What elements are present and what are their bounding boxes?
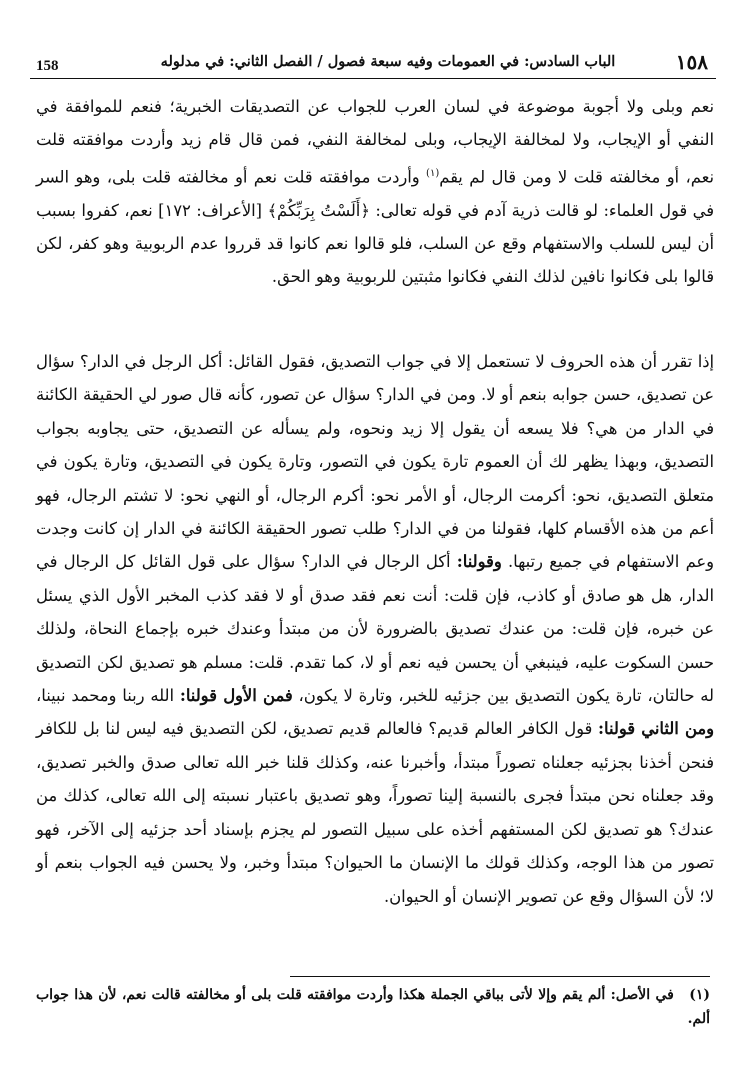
bold-phrase-1: وقولنا: — [456, 552, 502, 572]
paragraph-2-part-2: أكل الرجال في الدار؟ سؤال على قول القائل كل الرجال في الدار، هل هو صادق أو كاذب، فإن قلت: أنت نعم فقد صدق أو لا فقد كذب المخبر الأول الذي يسئل عن خبره، فإن قلت: من عندك تصديق بالضرورة لأن من مبتدأ وعندك خبره بإجماع النحاة، ولذلك حسن السكوت عليه، فينبغي أن يحسن فيه نعم أو لا، كما تقدم. قلت: مسلم هو تصديق لكن التصديق له حالتان، تارة يكون التصديق بين جزئيه للخبر، وتارة لا يكون، — [36, 552, 714, 706]
paragraph-2-part-1: إذا تقرر أن هذه الحروف لا تستعمل إلا في جواب التصديق، فقول القائل: أكل الرجل في الدار؟ سؤال عن تصديق، حسن جوابه بنعم أو لا. ومن في الدار؟ سؤال عن تصور، كأنه قال صور لي الحقيقة الكائنة في الدار من هي؟ فلا يسعه أن يقول إلا زيد ونحوه، ولم يسأله عن التصديق، حتى يجاوبه بجواب التصديق، وبهذا يظهر لك أن العموم تارة يكون في التصور، وتارة يكون في التصديق، وتارة يكون في متعلق التصديق، نحو: أكرمت الرجال، أو الأمر نحو: أكرم الرجال، أو النهي نحو: لا تشتم الرجال، فهو أعم من هذه الأقسام كلها، فقولنا من في الدار؟ طلب تصور الحقيقة الكائنة في الدار إن كانت وجدت وعم الاستفهام في جميع رتبها. — [36, 352, 714, 572]
running-title: الباب السادس: في العمومات وفيه سبعة فصول / الفصل الثاني: في مدلوله — [160, 53, 616, 70]
bold-phrase-2: فمن الأول قولنا: — [179, 686, 293, 706]
page-number-arabic: ١٥٨ — [675, 50, 708, 74]
footnote-separator — [290, 976, 710, 977]
paragraph-2-part-4: قول الكافر العالم قديم؟ فالعالم قديم تصديق، لكن التصديق فيه ليس لنا بل للكافر فنحن أخذنا بجزئيه جعلناه تصوراً مبتدأ، وأخبرنا عنه، وكذلك قلنا خبر الله تعالى صدق والخبر تصديق، وقد جعلناه نحن مبتدأ فجرى بالنسبة إلينا تصوراً، وهو تصديق باعتبار نسبته إلى الله تعالى، كذلك من عندك؟ هو تصديق لكن المستفهم أخذه على سبيل التصور لم يجزم بإسناد أحد جزئيه إلى الآخر، فهو تصور من هذا الوجه، وكذلك قولك ما الإنسان ما الحيوان؟ مبتدأ وخبر، ولا يحسن فيه الجواب بنعم أو لا؛ لأن السؤال وقع عن تصوير الإنسان أو الحيوان. — [36, 719, 714, 906]
bold-phrase-3: ومن الثاني قولنا: — [598, 719, 714, 739]
footnote-text: في الأصل: ألم يقم وإلا لأتى بباقي الجملة هكذا وأردت موافقته قلت بلى أو مخالفته قالت نعم، لأن هذا جواب ألم. — [36, 987, 710, 1027]
paragraph-1 — [36, 90, 714, 294]
paragraph-2-text — [36, 345, 714, 913]
paragraph-1-text: نعم وبلى ولا أجوبة موضوعة في لسان العرب للجواب عن التصديقات الخبرية؛ فنعم للموافقة في النفي أو الإيجاب، ولا لمخالفة الإيجاب، وبلى لمخالفة النفي، فمن قال قام زيد وأردت موافقته قلت نعم، أو مخالفته قلت لا ومن قال لم يقم$^{(١)}$ وأردت موافقته قلت نعم أو مخالفته قلت بلى، وهو السر في قول العلماء: لو قالت ذرية آدم في قوله تعالى: ﴿أَلَسْتُ بِرَبِّكُمْ﴾ [الأعراف: ١٧٢] نعم، كفروا بسبب أن ليس للسلب والاستفهام وقع عن السلب، فلو قالوا نعم كانوا قد قرروا عدم الربوبية وهو كفر، لكن قالوا بلى فكانوا نافين لذلك النفي فكانوا مثبتين للربوبية وهو الحق. — [36, 97, 714, 287]
footnote-reference: (١) — [426, 167, 440, 179]
footnote-number: (١) — [689, 987, 710, 1003]
paragraph-2-part-3: الله ربنا ومحمد نبينا، — [36, 686, 174, 706]
page-number-latin: 158 — [36, 58, 59, 74]
paragraph-2 — [36, 345, 714, 913]
footnote — [36, 983, 710, 1031]
page-header — [30, 44, 716, 79]
